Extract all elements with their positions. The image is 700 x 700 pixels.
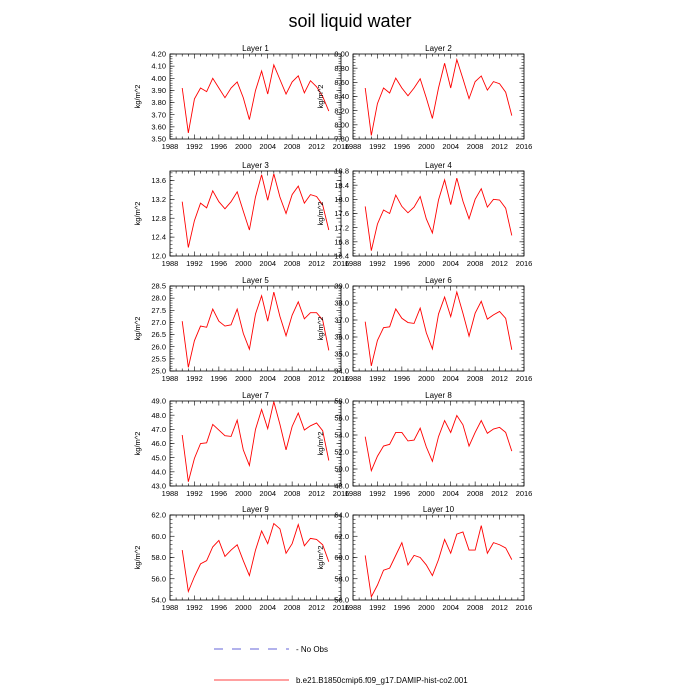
y-tick-label: 12.8 — [151, 213, 166, 223]
panel-title: Layer 4 — [425, 161, 452, 170]
y-tick-label: 47.0 — [151, 424, 166, 434]
y-tick-label: 58.0 — [334, 574, 349, 584]
series-line — [182, 65, 329, 133]
panel-title: Layer 2 — [425, 44, 452, 53]
legend — [214, 645, 468, 685]
series-line — [365, 292, 512, 366]
series-line — [365, 178, 512, 251]
x-tick-label: 1996 — [393, 489, 411, 498]
x-tick-label: 2008 — [466, 374, 484, 383]
x-tick-label: 2000 — [417, 142, 435, 151]
x-tick-label: 1996 — [210, 374, 228, 383]
x-tick-label: 2008 — [283, 142, 301, 151]
y-tick-label: 60.0 — [334, 553, 349, 563]
x-tick-label: 2012 — [491, 259, 508, 268]
x-tick-label: 1988 — [161, 259, 179, 268]
y-tick-label: 8.00 — [334, 120, 349, 130]
x-tick-label: 2008 — [283, 603, 301, 612]
y-tick-label: 38.0 — [334, 298, 349, 308]
x-tick-label: 1996 — [210, 259, 228, 268]
y-tick-label: 8.40 — [334, 92, 349, 102]
plot-frame — [353, 54, 524, 139]
x-tick-label: 2016 — [515, 603, 533, 612]
x-tick-label: 1996 — [393, 142, 411, 151]
y-tick-label: 12.0 — [151, 251, 166, 261]
y-tick-label: 45.0 — [151, 453, 166, 463]
x-tick-label: 1996 — [393, 374, 411, 383]
panel-title: Layer 5 — [242, 276, 269, 285]
panel-layer-6 — [316, 276, 532, 383]
y-tick-label: 46.0 — [151, 439, 166, 449]
y-tick-label: 3.70 — [151, 110, 166, 120]
x-tick-label: 2008 — [466, 489, 484, 498]
x-tick-label: 2008 — [466, 603, 484, 612]
series-line — [182, 292, 329, 367]
x-tick-label: 2000 — [417, 489, 435, 498]
y-axis-label: kg/m^2 — [316, 545, 325, 570]
series-line — [182, 402, 329, 482]
y-tick-label: 62.0 — [151, 510, 166, 520]
y-tick-label: 39.0 — [334, 281, 349, 291]
x-tick-label: 1992 — [186, 489, 203, 498]
y-tick-label: 54.0 — [334, 430, 349, 440]
x-tick-label: 2012 — [491, 374, 508, 383]
y-tick-label: 43.0 — [151, 481, 166, 491]
series-line — [365, 415, 512, 470]
x-tick-label: 2000 — [234, 603, 252, 612]
y-tick-label: 62.0 — [334, 531, 349, 541]
legend-label-run: b.e21.B1850cmip6.f09_g17.DAMIP-hist-co2.001 — [296, 676, 468, 685]
x-tick-label: 2004 — [259, 374, 277, 383]
x-tick-label: 1996 — [210, 142, 228, 151]
panel-title: Layer 6 — [425, 276, 452, 285]
y-tick-label: 28.0 — [151, 293, 166, 303]
panels — [133, 44, 532, 612]
y-tick-label: 36.0 — [334, 332, 349, 342]
x-tick-label: 1996 — [393, 259, 411, 268]
y-tick-label: 7.80 — [334, 134, 349, 144]
x-tick-label: 1996 — [210, 489, 228, 498]
y-tick-label: 60.0 — [151, 531, 166, 541]
x-tick-label: 1988 — [344, 374, 362, 383]
panel-title: Layer 1 — [242, 44, 269, 53]
x-tick-label: 2004 — [259, 489, 277, 498]
x-tick-label: 1992 — [186, 603, 203, 612]
y-tick-label: 3.60 — [151, 122, 166, 132]
panel-layer-4 — [316, 161, 532, 268]
y-tick-label: 16.8 — [334, 237, 349, 247]
y-tick-label: 18.4 — [334, 180, 349, 190]
series-line — [182, 524, 329, 592]
series-line — [182, 174, 329, 248]
y-tick-label: 56.0 — [334, 595, 349, 605]
y-tick-label: 48.0 — [334, 481, 349, 491]
y-tick-label: 56.0 — [151, 574, 166, 584]
y-tick-label: 37.0 — [334, 315, 349, 325]
y-tick-label: 18.0 — [334, 194, 349, 204]
y-tick-label: 48.0 — [151, 410, 166, 420]
plot-frame — [353, 401, 524, 486]
y-tick-label: 26.5 — [151, 330, 166, 340]
panel-layer-2 — [316, 44, 532, 151]
y-tick-label: 4.20 — [151, 49, 166, 59]
x-tick-label: 2012 — [491, 489, 508, 498]
x-tick-label: 2000 — [234, 374, 252, 383]
x-tick-label: 2004 — [259, 259, 277, 268]
x-tick-label: 1988 — [161, 142, 179, 151]
panel-title: Layer 10 — [422, 505, 455, 514]
y-tick-label: 18.8 — [334, 166, 349, 176]
x-tick-label: 2012 — [308, 259, 325, 268]
y-tick-label: 49.0 — [151, 396, 166, 406]
x-tick-label: 2004 — [442, 489, 460, 498]
x-tick-label: 2008 — [283, 259, 301, 268]
x-tick-label: 1988 — [344, 489, 362, 498]
chart-title: soil liquid water — [288, 11, 412, 31]
x-tick-label: 2004 — [442, 259, 460, 268]
y-axis-label: kg/m^2 — [133, 316, 142, 341]
x-tick-label: 2016 — [332, 142, 350, 151]
series-line — [365, 60, 512, 136]
y-tick-label: 16.4 — [334, 251, 349, 261]
y-tick-label: 4.00 — [151, 73, 166, 83]
x-tick-label: 2008 — [466, 142, 484, 151]
y-tick-label: 58.0 — [151, 553, 166, 563]
y-tick-label: 3.80 — [151, 98, 166, 108]
x-tick-label: 1988 — [161, 603, 179, 612]
x-tick-label: 2016 — [515, 489, 533, 498]
y-tick-label: 35.0 — [334, 349, 349, 359]
y-tick-label: 17.2 — [334, 223, 349, 233]
y-tick-label: 26.0 — [151, 342, 166, 352]
x-tick-label: 2016 — [515, 259, 533, 268]
x-tick-label: 1992 — [186, 374, 203, 383]
x-tick-label: 2008 — [283, 374, 301, 383]
y-tick-label: 8.80 — [334, 63, 349, 73]
x-tick-label: 1992 — [369, 489, 386, 498]
x-tick-label: 1996 — [393, 603, 411, 612]
x-tick-label: 2012 — [308, 489, 325, 498]
y-tick-label: 52.0 — [334, 447, 349, 457]
y-tick-label: 44.0 — [151, 467, 166, 477]
panel-title: Layer 8 — [425, 391, 452, 400]
y-axis-label: kg/m^2 — [133, 84, 142, 109]
x-tick-label: 2008 — [466, 259, 484, 268]
y-axis-label: kg/m^2 — [133, 431, 142, 456]
y-tick-label: 28.5 — [151, 281, 166, 291]
x-tick-label: 2016 — [332, 489, 350, 498]
y-axis-label: kg/m^2 — [133, 201, 142, 226]
x-tick-label: 2000 — [234, 489, 252, 498]
y-tick-label: 27.5 — [151, 305, 166, 315]
y-tick-label: 25.5 — [151, 354, 166, 364]
plot-frame — [353, 286, 524, 371]
y-tick-label: 54.0 — [151, 595, 166, 605]
x-tick-label: 2016 — [332, 374, 350, 383]
x-tick-label: 1992 — [186, 259, 203, 268]
panel-title: Layer 7 — [242, 391, 269, 400]
x-tick-label: 2004 — [442, 603, 460, 612]
x-tick-label: 2012 — [308, 142, 325, 151]
x-tick-label: 2000 — [417, 603, 435, 612]
y-tick-label: 3.90 — [151, 86, 166, 96]
y-axis-label: kg/m^2 — [133, 545, 142, 570]
y-tick-label: 50.0 — [334, 464, 349, 474]
x-tick-label: 1992 — [186, 142, 203, 151]
y-tick-label: 8.60 — [334, 77, 349, 87]
legend-label-no-obs: - No Obs — [296, 645, 329, 654]
x-tick-label: 2004 — [442, 142, 460, 151]
y-axis-label: kg/m^2 — [316, 84, 325, 109]
panel-title: Layer 9 — [242, 505, 269, 514]
x-tick-label: 2016 — [515, 142, 533, 151]
y-tick-label: 13.2 — [151, 194, 166, 204]
x-tick-label: 2000 — [234, 142, 252, 151]
y-tick-label: 25.0 — [151, 366, 166, 376]
y-tick-label: 3.50 — [151, 134, 166, 144]
y-tick-label: 64.0 — [334, 510, 349, 520]
y-tick-label: 12.4 — [151, 232, 166, 242]
x-tick-label: 2000 — [417, 259, 435, 268]
panel-layer-10 — [316, 505, 532, 612]
x-tick-label: 1996 — [210, 603, 228, 612]
y-tick-label: 13.6 — [151, 176, 166, 186]
x-tick-label: 2012 — [491, 603, 508, 612]
x-tick-label: 2016 — [515, 374, 533, 383]
y-tick-label: 27.0 — [151, 318, 166, 328]
x-tick-label: 1988 — [161, 374, 179, 383]
y-tick-label: 17.6 — [334, 209, 349, 219]
x-tick-label: 2012 — [491, 142, 508, 151]
x-tick-label: 2000 — [417, 374, 435, 383]
panel-layer-8 — [316, 391, 532, 498]
y-axis-label: kg/m^2 — [316, 431, 325, 456]
x-tick-label: 2016 — [332, 259, 350, 268]
x-tick-label: 1992 — [369, 374, 386, 383]
x-tick-label: 1988 — [344, 259, 362, 268]
x-tick-label: 1992 — [369, 259, 386, 268]
x-tick-label: 1988 — [344, 142, 362, 151]
y-tick-label: 4.10 — [151, 61, 166, 71]
plot-frame — [353, 171, 524, 256]
x-tick-label: 2016 — [332, 603, 350, 612]
y-tick-label: 8.20 — [334, 106, 349, 116]
y-axis-label: kg/m^2 — [316, 201, 325, 226]
x-tick-label: 2012 — [308, 603, 325, 612]
plot-frame — [353, 515, 524, 600]
y-tick-label: 56.0 — [334, 413, 349, 423]
x-tick-label: 2004 — [259, 603, 277, 612]
x-tick-label: 2008 — [283, 489, 301, 498]
x-tick-label: 2012 — [308, 374, 325, 383]
x-tick-label: 1988 — [161, 489, 179, 498]
y-tick-label: 9.00 — [334, 49, 349, 59]
y-tick-label: 58.0 — [334, 396, 349, 406]
panel-title: Layer 3 — [242, 161, 269, 170]
x-tick-label: 2004 — [259, 142, 277, 151]
x-tick-label: 2000 — [234, 259, 252, 268]
y-tick-label: 34.0 — [334, 366, 349, 376]
series-line — [365, 526, 512, 597]
y-axis-label: kg/m^2 — [316, 316, 325, 341]
x-tick-label: 1992 — [369, 603, 386, 612]
x-tick-label: 1988 — [344, 603, 362, 612]
x-tick-label: 2004 — [442, 374, 460, 383]
x-tick-label: 1992 — [369, 142, 386, 151]
